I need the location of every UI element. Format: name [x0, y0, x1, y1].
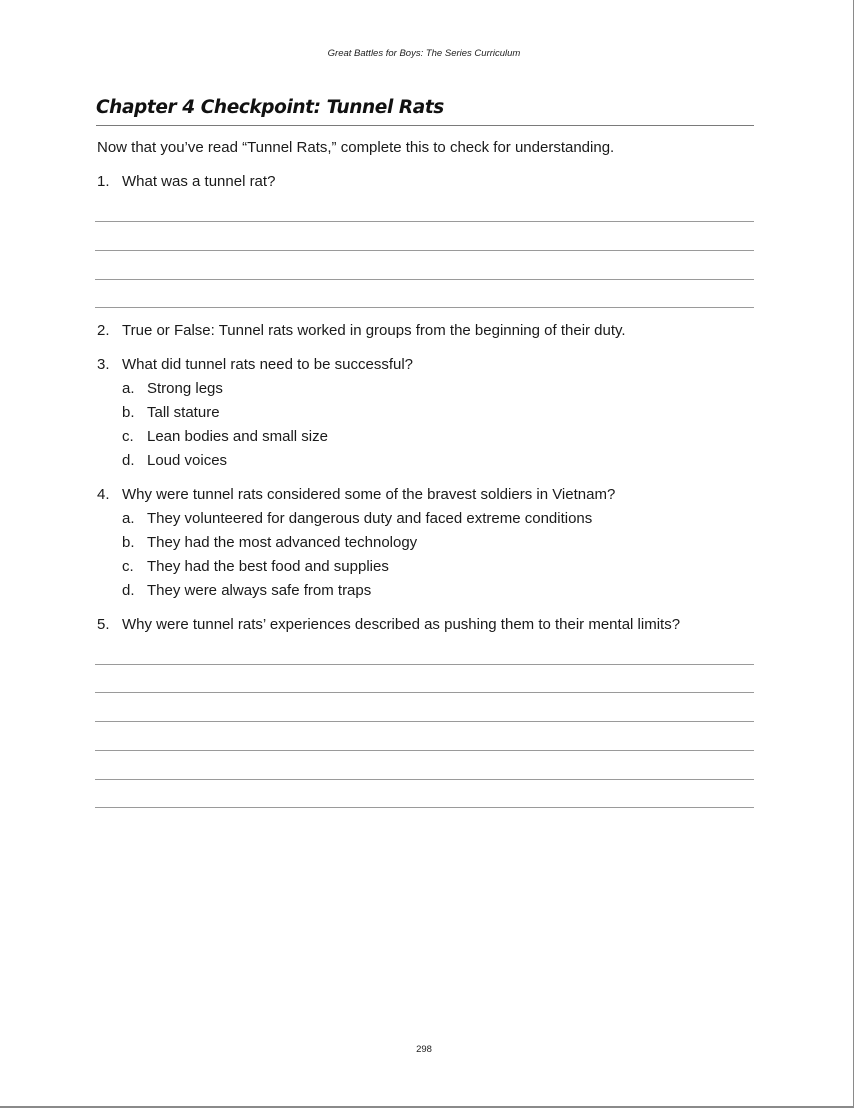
answer-line-q1-2[interactable]	[95, 250, 754, 251]
question-1-number: 1.	[97, 173, 110, 190]
q4-option-c-text: They had the best food and supplies	[147, 558, 389, 575]
question-1-text: What was a tunnel rat?	[122, 173, 276, 190]
answer-line-q1-1[interactable]	[95, 221, 754, 222]
q4-option-d-letter: d.	[122, 582, 135, 599]
question-3-number: 3.	[97, 356, 110, 373]
chapter-title: Chapter 4 Checkpoint: Tunnel Rats	[96, 97, 444, 118]
answer-line-q1-3[interactable]	[95, 279, 754, 280]
question-5-text: Why were tunnel rats’ experiences described as pushing them to their mental limits?	[122, 616, 681, 633]
q4-option-a-text: They volunteered for dangerous duty and faced extreme conditions	[147, 510, 593, 527]
answer-line-q5-5[interactable]	[95, 779, 754, 780]
answer-line-q5-4[interactable]	[95, 750, 754, 751]
answer-line-q5-6[interactable]	[95, 807, 754, 808]
question-3-text: What did tunnel rats need to be successful?	[122, 356, 414, 373]
question-4-text: Why were tunnel rats considered some of the bravest soldiers in Vietnam?	[122, 486, 616, 503]
question-4-number: 4.	[97, 486, 110, 503]
q4-option-b-text: They had the most advanced technology	[147, 534, 418, 551]
q3-option-b-text: Tall stature	[147, 404, 220, 421]
page-number: 298	[416, 1044, 432, 1055]
answer-line-q5-2[interactable]	[95, 692, 754, 693]
answer-line-q5-3[interactable]	[95, 721, 754, 722]
q4-option-a-letter: a.	[122, 510, 135, 527]
q3-option-d-text: Loud voices	[147, 452, 228, 469]
q4-option-c-letter: c.	[122, 558, 134, 575]
q3-option-c-text: Lean bodies and small size	[147, 428, 328, 445]
q3-option-a-letter: a.	[122, 380, 135, 397]
q3-option-b-letter: b.	[122, 404, 135, 421]
intro-text: Now that you’ve read “Tunnel Rats,” complete this to check for understanding.	[97, 139, 615, 156]
question-2-text: True or False: Tunnel rats worked in groups from the beginning of their duty.	[122, 322, 626, 339]
q4-option-b-letter: b.	[122, 534, 135, 551]
running-header: Great Battles for Boys: The Series Curriculum	[327, 48, 521, 59]
question-2-number: 2.	[97, 322, 110, 339]
answer-line-q1-4[interactable]	[95, 307, 754, 308]
q3-option-a-text: Strong legs	[147, 380, 223, 397]
title-rule	[96, 125, 754, 126]
q3-option-c-letter: c.	[122, 428, 134, 445]
answer-line-q5-1[interactable]	[95, 664, 754, 665]
q4-option-d-text: They were always safe from traps	[147, 582, 372, 599]
question-5-number: 5.	[97, 616, 110, 633]
q3-option-d-letter: d.	[122, 452, 135, 469]
